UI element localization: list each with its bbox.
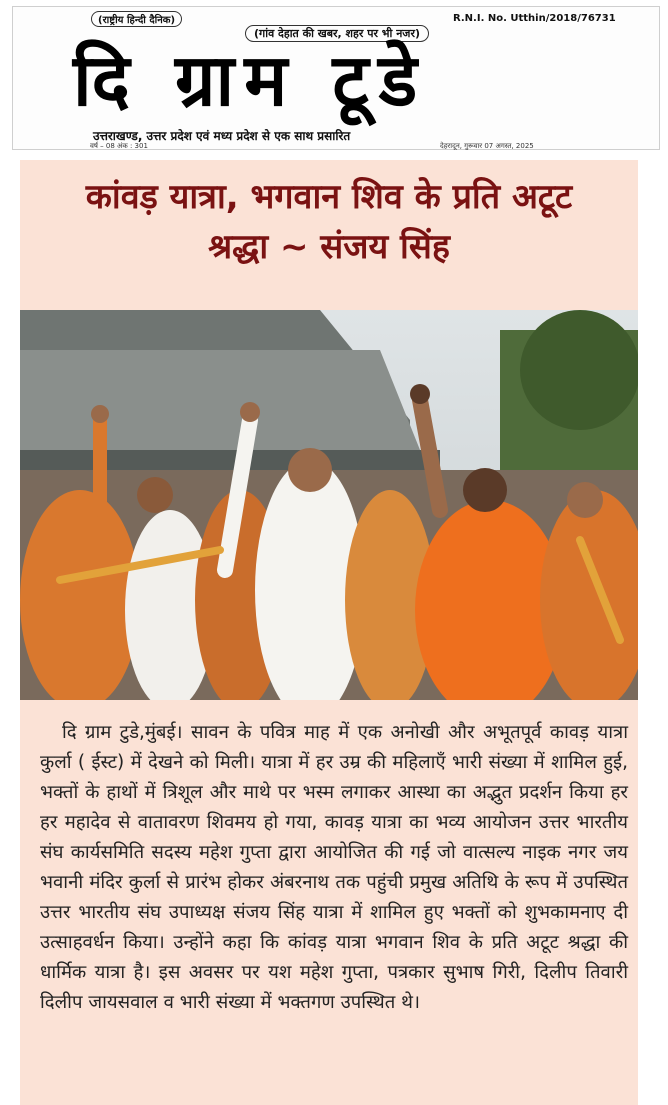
national-daily-tag: (राष्ट्रीय हिन्दी दैनिक) [91,11,182,27]
headline-line-2: श्रद्धा ~ संजय सिंह [208,227,450,267]
rni-number: R.N.I. No. Utthin/2018/76731 [453,13,616,24]
tagline: (गांव देहात की खबर, शहर पर भी नजर) [245,25,429,42]
masthead-frame [12,6,660,150]
issue-meta-row [0,140,668,154]
circulation-line: उत्तराखण्ड, उत्तर प्रदेश एवं मध्य प्रदेश से एक साथ प्रसारित [93,129,351,143]
procession-photo-illustration [20,310,638,700]
masthead [0,0,668,158]
issue-number: वर्ष – 08 अंक : 301 [90,142,148,150]
headline-line-1: कांवड़ यात्रा, भगवान शिव के प्रति अटूट [85,177,573,217]
article-headline [20,172,638,272]
issue-date: देहरादून, गुरूवार 07 अगस्त, 2025 [440,142,534,150]
article-body: दि ग्राम टुडे,मुंबई। सावन के पवित्र माह में एक अनोखी और अभूतपूर्व कावड़ यात्रा कुर्ला ( ईस्ट) में देखने को मिली। यात्रा में हर उम्र की महिलाएँ भारी संख्या में शामिल हुई, भक्तों के हाथों में त्रिशूल और माथे पर भस्म लगाकर आस्था का अद्भुत प्रदर्शन किया हर हर महादेव से वातावरण शिवमय हो गया, कावड़ यात्रा का भव्य आयोजन उत्तर भारतीय संघ कार्यसमिति सदस्य महेश गुप्ता द्वारा आयोजित की गई जो वात्सल्य नाइक नगर जय भवानी मंदिर कुर्ला से प्रारंभ होकर अंबरनाथ तक पहुंची प्रमुख अतिथि के रूप में उपस्थित उत्तर भारतीय संघ उपाध्यक्ष संजय सिंह यात्रा में शामिल हुए भक्तों को शुभकामनाए दी उत्साहवर्धन किया। उन्होंने कहा कि कांवड़ यात्रा भगवान शिव के प्रति अटूट श्रद्धा की धार्मिक यात्रा है। इस अवसर पर यश महेश गुप्ता, पत्रकार सुभाष गिरी, दिलीप तिवारी दिलीप जायसवाल व भारी संख्या में भक्तगण उपस्थित थे। [40,722,628,1013]
newspaper-title: दि ग्राम टूडे [73,38,428,122]
article-clipping [20,160,638,1105]
article-photo [20,310,638,700]
